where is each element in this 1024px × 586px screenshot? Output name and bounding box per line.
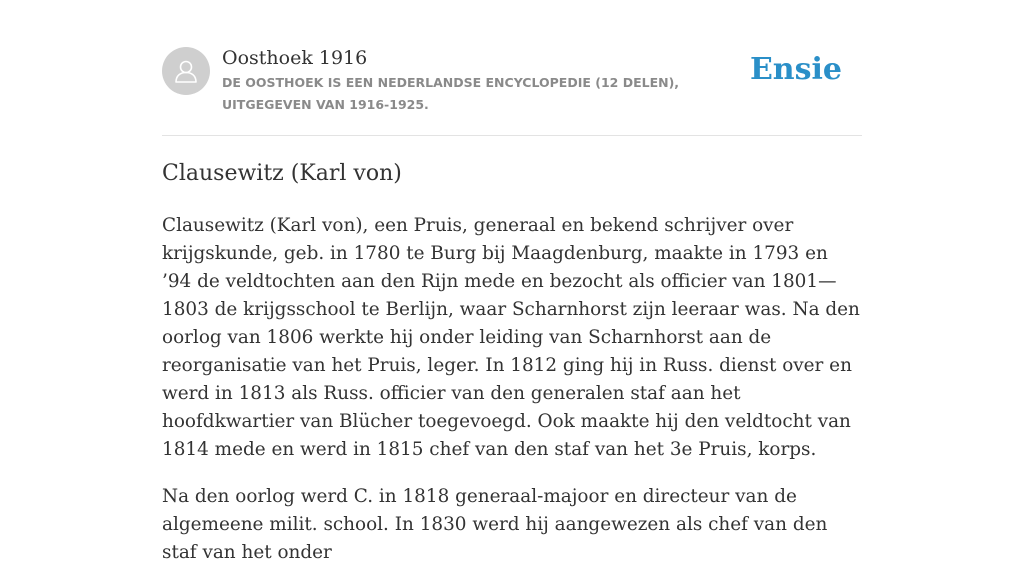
source-title[interactable]: Oosthoek 1916	[222, 47, 368, 69]
article-body	[162, 212, 862, 586]
header-divider	[162, 135, 862, 136]
article-paragraph: Na den oorlog werd C. in 1818 generaal-majoor en directeur van de algemeene milit. school. In 1830 werd hij aangewezen als chef van den staf van het onder	[162, 486, 828, 563]
article-paragraph: Clausewitz (Karl von), een Pruis, generaal en bekend schrijver over krijgskunde, geb. in 1780 te Burg bij Maagdenburg, maakte in 1793 en ’94 de veldtochten aan den Rijn mede en bezocht als officier van 1801—1803 de krijgsschool te Berlijn, waar Scharnhorst zijn leeraar was. Na den oorlog van 1806 werkte hij onder leiding van Scharnhorst aan de reorganisatie van het Pruis, leger. In 1812 ging hij in Russ. dienst over en werd in 1813 als Russ. officier van den generalen staf aan het hoofdkwartier van Blücher toegevoegd. Ook maakte hij den veldtocht van 1814 mede en werd in 1815 chef van den staf van het 3e Pruis, korps.	[162, 215, 860, 460]
user-icon	[172, 57, 200, 85]
source-avatar[interactable]	[162, 47, 210, 95]
article-title: Clausewitz (Karl von)	[162, 161, 402, 186]
brand-logo[interactable]: Ensie	[749, 52, 842, 87]
source-description: DE OOSTHOEK IS EEN NEDERLANDSE ENCYCLOPEDIE (12 DELEN), UITGEGEVEN VAN 1916-1925.	[222, 75, 680, 112]
page	[162, 0, 862, 563]
source-header	[162, 46, 862, 136]
